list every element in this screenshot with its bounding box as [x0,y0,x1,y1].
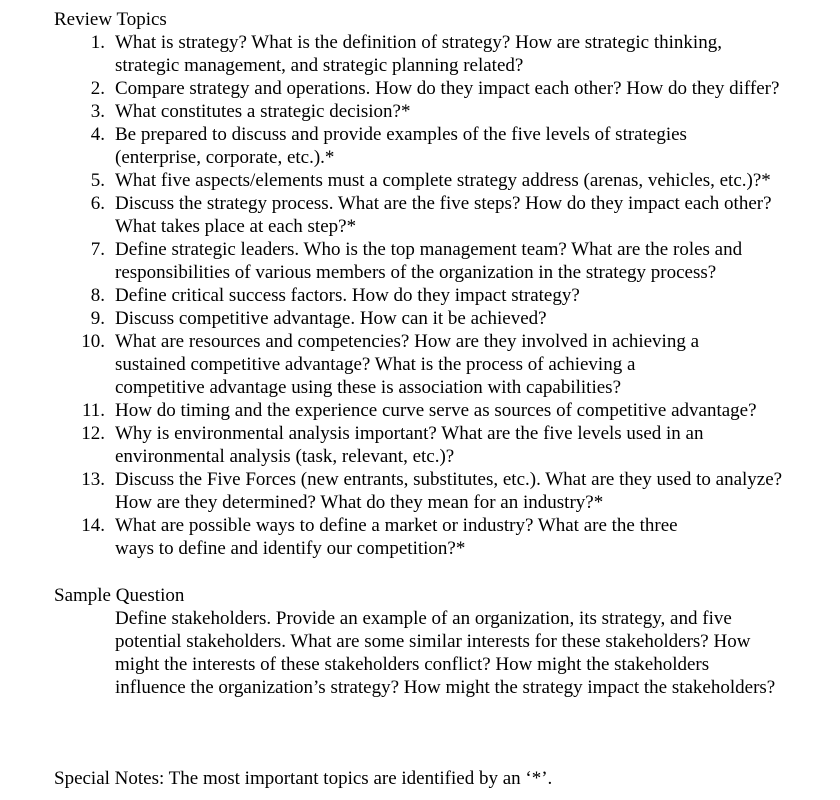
topic-text-line: strategic management, and strategic planning related? [115,55,524,76]
topic-number: 4. [90,124,105,145]
review-topic-item [0,169,840,192]
review-topic-item [0,238,840,284]
topic-text [115,284,822,307]
topic-text-line: (enterprise, corporate, etc.).* [115,147,335,168]
topic-text-line: Discuss the Five Forces (new entrants, substitutes, etc.). What are they used to analyze? [115,469,783,490]
topic-text-line: How do timing and the experience curve serve as sources of competitive advantage? [115,400,757,421]
topic-text-line: What is strategy? What is the definition of strategy? How are strategic thinking, [115,32,722,53]
topic-text [115,238,822,284]
topic-text [115,123,822,169]
topic-text-line: Why is environmental analysis important? What are the five levels used in an [115,423,704,444]
topic-text [115,514,822,560]
topic-number: 7. [90,239,105,260]
topic-number: 10. [81,331,105,352]
topic-number: 8. [90,285,105,306]
sample-question-line: Define stakeholders. Provide an example of an organization, its strategy, and five [115,608,732,629]
topic-text [115,192,822,238]
topic-text-line: ways to define and identify our competition?* [115,538,466,559]
review-topic-item [0,192,840,238]
review-topic-item [0,399,840,422]
review-topics-heading: Review Topics [54,9,167,30]
topic-number: 13. [81,469,105,490]
topic-number: 2. [90,78,105,99]
review-topic-item [0,468,840,514]
topic-number: 6. [90,193,105,214]
sample-question-heading: Sample Question [54,585,185,606]
review-topic-item [0,31,840,77]
topic-text [115,399,822,422]
review-topic-item [0,77,840,100]
topic-number: 9. [90,308,105,329]
special-notes: Special Notes: The most important topics are identified by an ‘*’. [54,768,553,789]
topic-text-line: competitive advantage using these is association with capabilities? [115,377,621,398]
topic-text [115,31,822,77]
topic-number: 14. [81,515,105,536]
topic-text-line: sustained competitive advantage? What is the process of achieving a [115,354,636,375]
topic-text [115,100,822,123]
topic-text-line: What are resources and competencies? How are they involved in achieving a [115,331,699,352]
topic-number: 3. [90,101,105,122]
topic-text [115,77,822,100]
topic-text-line: What are possible ways to define a market or industry? What are the three [115,515,678,536]
sample-question-text [115,607,825,699]
review-topic-item [0,514,840,560]
topic-number: 5. [90,170,105,191]
topic-text [115,330,822,399]
review-topic-item [0,100,840,123]
topic-text-line: responsibilities of various members of the organization in the strategy process? [115,262,717,283]
topic-text-line: Compare strategy and operations. How do they impact each other? How do they differ? [115,78,780,99]
topic-text [115,468,822,514]
topic-text [115,307,822,330]
topic-text-line: How are they determined? What do they mean for an industry?* [115,492,604,513]
topic-number: 1. [90,32,105,53]
topic-text-line: Define critical success factors. How do they impact strategy? [115,285,580,306]
topic-text-line: Define strategic leaders. Who is the top management team? What are the roles and [115,239,743,260]
review-topic-item [0,123,840,169]
topic-number: 11. [81,400,105,421]
topic-text-line: environmental analysis (task, relevant, etc.)? [115,446,455,467]
topic-text-line: What five aspects/elements must a complete strategy address (arenas, vehicles, etc.)?* [115,170,771,191]
topic-text-line: What takes place at each step?* [115,216,357,237]
topic-text-line: What constitutes a strategic decision?* [115,101,411,122]
review-topic-item [0,284,840,307]
review-topic-item [0,307,840,330]
review-topic-item [0,330,840,399]
topic-text [115,422,822,468]
topic-text-line: Discuss competitive advantage. How can it be achieved? [115,308,547,329]
topic-number: 12. [81,423,105,444]
sample-question-line: might the interests of these stakeholders conflict? How might the stakeholders [115,654,710,675]
sample-question-line: influence the organization’s strategy? How might the strategy impact the stakeholders? [115,677,776,698]
topic-text-line: Discuss the strategy process. What are the five steps? How do they impact each other? [115,193,772,214]
sample-question-line: potential stakeholders. What are some similar interests for these stakeholders? How [115,631,751,652]
topic-text [115,169,822,192]
review-topic-item [0,422,840,468]
topic-text-line: Be prepared to discuss and provide examples of the five levels of strategies [115,124,687,145]
review-topics-list [0,31,840,560]
